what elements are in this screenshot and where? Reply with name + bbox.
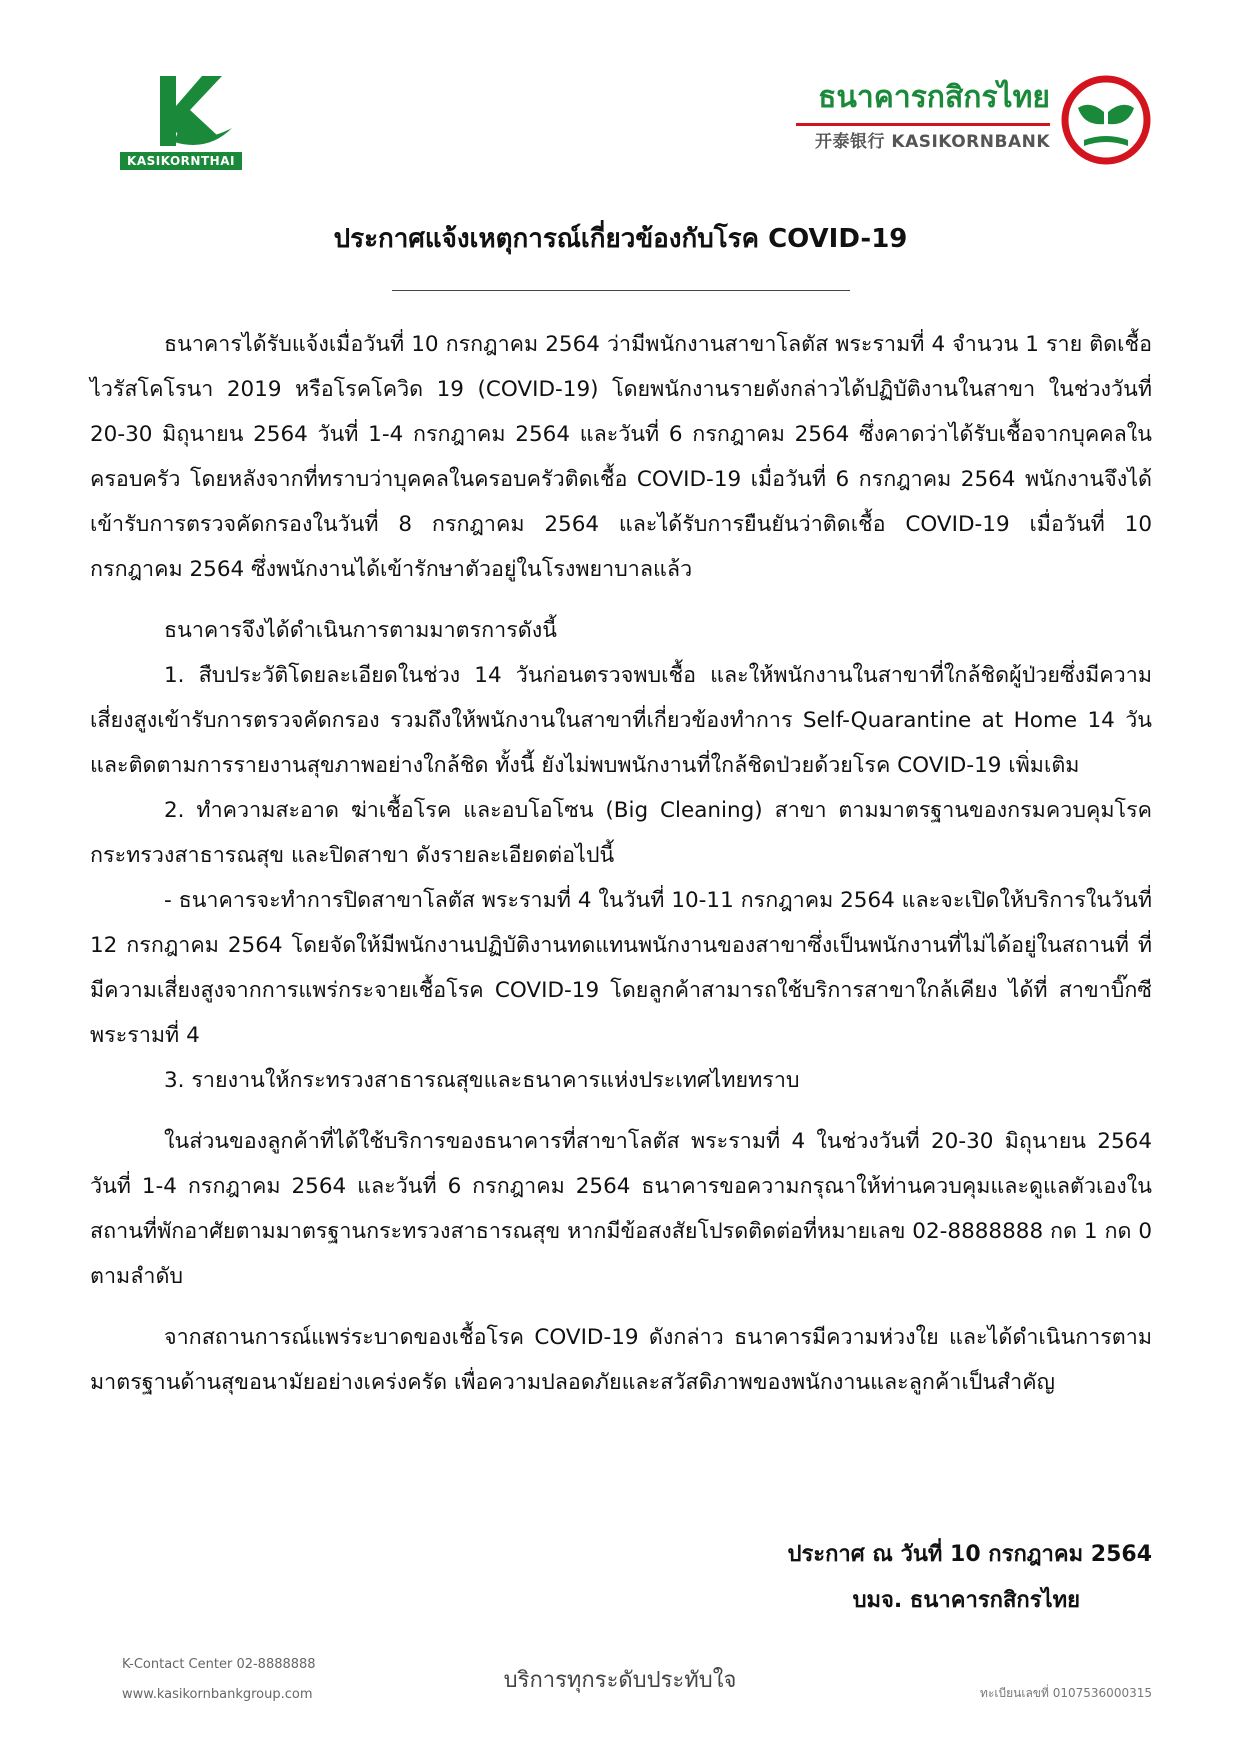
paragraph-customers: ในส่วนของลูกค้าที่ได้ใช้บริการของธนาคารที่สาขาโลตัส พระรามที่ 4 ในช่วงวันที่ 20-30 มิถุนายน 2564 วันที่ 1-4 กรกฎาคม 2564 และวันที่ 6 กรกฎาคม 2564 ธนาคารขอความกรุณาให้ท่านควบคุมและดูแลตัวเองในสถานที่พักอาศัยตามมาตรฐานกระทรวงสาธารณสุข หากมีข้อสงสัยโปรดติดต่อที่หมายเลข 02-8888888 กด 1 กด 0 ตามลำดับ: [90, 1129, 1152, 1289]
left-logo-text: KASIKORNTHAI: [120, 152, 242, 170]
k-letter-icon: [138, 72, 234, 150]
kasikornbank-logo: [790, 74, 1160, 174]
footer-slogan: บริการทุกระดับประทับใจ: [503, 1668, 737, 1693]
paragraph-closing: จากสถานการณ์แพร่ระบาดของเชื้อโรค COVID-19 ดังกล่าว ธนาคารมีความห่วงใย และได้ดำเนินการตามมาตรฐานด้านสุขอนามัยอย่างเคร่งครัด เพื่อความปลอดภัยและสวัสดิภาพของพนักงานและลูกค้าเป็นสำคัญ: [90, 1325, 1152, 1395]
measure-2: 2. ทำความสะอาด ฆ่าเชื้อโรค และอบโอโซน (Big Cleaning) สาขา ตามมาตรฐานของกรมควบคุมโรค กระทรวงสาธารณสุข และปิดสาขา ดังรายละเอียดต่อไปนี้: [90, 798, 1152, 868]
bank-name-thai: ธนาคารกสิกรไทย: [818, 80, 1050, 115]
rice-seal-icon: [1060, 74, 1152, 166]
kasikornthai-logo: [120, 72, 250, 172]
announcement-date: ประกาศ ณ วันที่ 10 กรกฎาคม 2564: [787, 1542, 1152, 1567]
issuer-name: บมจ. ธนาคารกสิกรไทย: [852, 1588, 1080, 1613]
footer-contact-block: [122, 1650, 316, 1710]
measure-3: 3. รายงานให้กระทรวงสาธารณสุขและธนาคารแห่งประเทศไทยทราบ: [164, 1068, 800, 1093]
registration-number: ทะเบียนเลขที่ 0107536000315: [980, 1686, 1152, 1700]
bank-name-english: 开泰银行 KASIKORNBANK: [814, 132, 1050, 152]
measure-2-detail: - ธนาคารจะทำการปิดสาขาโลตัส พระรามที่ 4 ในวันที่ 10-11 กรกฎาคม 2564 และจะเปิดให้บริการในวันที่ 12 กรกฎาคม 2564 โดยจัดให้มีพนักงานปฏิบัติงานทดแทนพนักงานของสาขาซึ่งเป็นพนักงานที่ไม่ได้อยู่ในสถานที่ ที่มีความเสี่ยงสูงจากการแพร่กระจายเชื้อโรค COVID-19 โดยลูกค้าสามารถใช้บริการสาขาใกล้เคียง ได้ที่ สาขาบิ๊กซี พระรามที่ 4: [90, 888, 1152, 1048]
announcement-body: [90, 322, 1152, 1405]
title-divider: [392, 290, 850, 291]
measure-1: 1. สืบประวัติโดยละเอียดในช่วง 14 วันก่อนตรวจพบเชื้อ และให้พนักงานในสาขาที่ใกล้ชิดผู้ป่วยซึ่งมีความเสี่ยงสูงเข้ารับการตรวจคัดกรอง รวมถึงให้พนักงานในสาขาที่เกี่ยวข้องทำการ Self-Quarantine at Home 14 วัน และติดตามการรายงานสุขภาพอย่างใกล้ชิด ทั้งนี้ ยังไม่พบพนักงานที่ใกล้ชิดป่วยด้วยโรค COVID-19 เพิ่มเติม: [90, 663, 1152, 778]
paragraph-measures-intro: ธนาคารจึงได้ดำเนินการตามมาตรการดังนี้: [164, 618, 557, 643]
website-link[interactable]: www.kasikornbankgroup.com: [122, 1687, 313, 1702]
logo-red-rule: [796, 123, 1050, 126]
paragraph-incident: ธนาคารได้รับแจ้งเมื่อวันที่ 10 กรกฎาคม 2564 ว่ามีพนักงานสาขาโลตัส พระรามที่ 4 จำนวน 1 ราย ติดเชื้อไวรัสโคโรนา 2019 หรือโรคโควิด 19 (COVID-19) โดยพนักงานรายดังกล่าวได้ปฏิบัติงานในสาขา ในช่วงวันที่ 20-30 มิถุนายน 2564 วันที่ 1-4 กรกฎาคม 2564 และวันที่ 6 กรกฎาคม 2564 ซึ่งคาดว่าได้รับเชื้อจากบุคคลในครอบครัว โดยหลังจากที่ทราบว่าบุคคลในครอบครัวติดเชื้อ COVID-19 เมื่อวันที่ 6 กรกฎาคม 2564 พนักงานจึงได้เข้ารับการตรวจคัดกรองในวันที่ 8 กรกฎาคม 2564 และได้รับการยืนยันว่าติดเชื้อ COVID-19 เมื่อวันที่ 10 กรกฎาคม 2564 ซึ่งพนักงานได้เข้ารักษาตัวอยู่ในโรงพยาบาลแล้ว: [90, 332, 1152, 582]
contact-center: K-Contact Center 02-8888888: [122, 1657, 316, 1672]
page-title: ประกาศแจ้งเหตุการณ์เกี่ยวข้องกับโรค COVID-19: [333, 224, 908, 254]
